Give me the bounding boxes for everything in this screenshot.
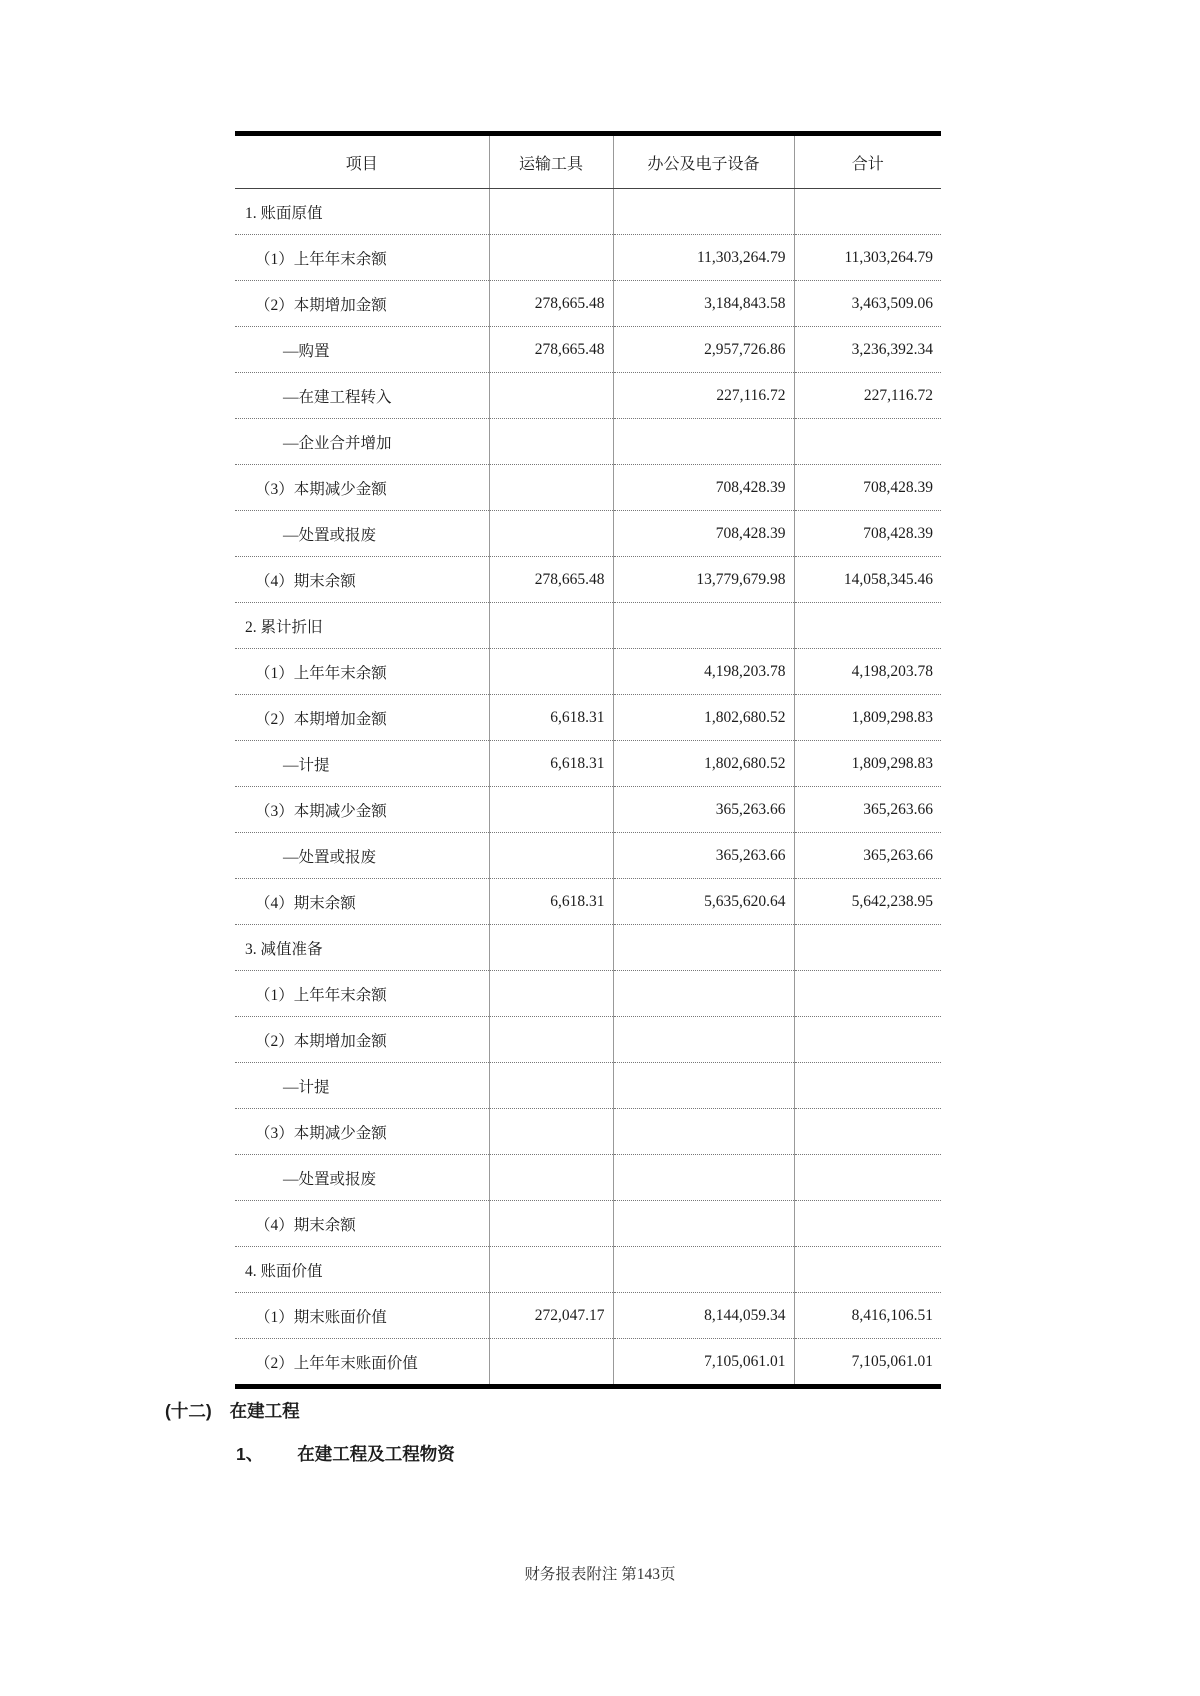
column-header: 运输工具 (489, 134, 613, 189)
row-label: （2）本期增加金额 (235, 1017, 489, 1063)
row-label: （2）本期增加金额 (235, 281, 489, 327)
table-row (235, 787, 941, 833)
value-cell: 278,665.48 (489, 557, 613, 603)
value-cell (489, 1247, 613, 1293)
value-cell: 11,303,264.79 (613, 235, 794, 281)
table-row (235, 189, 941, 235)
row-label: （4）期末余额 (235, 879, 489, 925)
section-number: (十二) (165, 1401, 212, 1421)
value-cell: 4,198,203.78 (613, 649, 794, 695)
value-cell: 7,105,061.01 (851, 1352, 933, 1370)
value-cell (613, 925, 794, 971)
value-cell: 14,058,345.46 (794, 557, 941, 603)
fixed-assets-table-body (235, 189, 941, 1387)
table-row (235, 695, 941, 741)
row-label: （1）上年年末余额 (235, 235, 489, 281)
value-cell: 1,802,680.52 (613, 695, 794, 741)
row-label: —处置或报废 (235, 511, 489, 557)
row-label: （3）本期减少金额 (235, 1109, 489, 1155)
value-cell (489, 971, 613, 1017)
column-header: 合计 (794, 134, 941, 189)
table-row (235, 419, 941, 465)
table-row (235, 1063, 941, 1109)
table-header-row (235, 134, 941, 189)
value-cell (794, 189, 941, 235)
row-label: （4）期末余额 (235, 1201, 489, 1247)
row-label: —处置或报废 (235, 833, 489, 879)
fixed-assets-table (235, 131, 941, 1389)
value-cell: 708,428.39 (613, 465, 794, 511)
value-cell: 4,198,203.78 (794, 649, 941, 695)
value-cell (489, 649, 613, 695)
table-row (235, 327, 941, 373)
row-label: （2）上年年末账面价值 (235, 1339, 489, 1387)
table-row (235, 281, 941, 327)
row-label: —在建工程转入 (235, 373, 489, 419)
table-row (235, 1017, 941, 1063)
value-cell (613, 189, 794, 235)
value-cell: 1,809,298.83 (794, 741, 941, 787)
value-cell: 11,303,264.79 (794, 235, 941, 281)
value-cell: 6,618.31 (489, 879, 613, 925)
value-cell: 8,416,106.51 (794, 1293, 941, 1339)
value-cell: 1,802,680.52 (613, 741, 794, 787)
value-cell (489, 1155, 613, 1201)
value-cell (613, 603, 794, 649)
table-row (235, 1201, 941, 1247)
page-footer: 财务报表附注 第143页 (524, 1566, 676, 1583)
value-cell (794, 1063, 941, 1109)
table-row (235, 1155, 941, 1201)
value-cell (613, 1201, 794, 1247)
value-cell: 272,047.17 (489, 1293, 613, 1339)
row-label: 2. 累计折旧 (235, 603, 489, 649)
table-row (235, 833, 941, 879)
table-row (235, 235, 941, 281)
value-cell (489, 235, 613, 281)
value-cell (489, 465, 613, 511)
value-cell: 2,957,726.86 (613, 327, 794, 373)
row-label: 1. 账面原值 (235, 189, 489, 235)
value-cell (613, 1109, 794, 1155)
table-row (235, 603, 941, 649)
fixed-assets-table-header (235, 134, 941, 189)
value-cell (794, 419, 941, 465)
subsection-title: 在建工程及工程物资 (297, 1444, 455, 1464)
table-row (235, 649, 941, 695)
value-cell (613, 1247, 794, 1293)
value-cell: 6,618.31 (489, 695, 613, 741)
row-label: —处置或报废 (235, 1155, 489, 1201)
value-cell (613, 1017, 794, 1063)
value-cell: 8,144,059.34 (613, 1293, 794, 1339)
value-cell: 5,635,620.64 (613, 879, 794, 925)
value-cell (489, 419, 613, 465)
value-cell (489, 787, 613, 833)
table-row (235, 925, 941, 971)
table-row (235, 879, 941, 925)
section-title: 在建工程 (229, 1401, 300, 1421)
value-cell: 227,116.72 (794, 373, 941, 419)
value-cell (613, 971, 794, 1017)
table-row (235, 971, 941, 1017)
value-cell (489, 1109, 613, 1155)
value-cell (794, 925, 941, 971)
table-row (235, 373, 941, 419)
row-label: 3. 减值准备 (235, 925, 489, 971)
value-cell (489, 1339, 613, 1387)
value-cell (489, 925, 613, 971)
value-cell (613, 419, 794, 465)
value-cell (613, 1155, 794, 1201)
value-cell (794, 971, 941, 1017)
value-cell: 365,263.66 (613, 787, 794, 833)
value-cell: 6,618.31 (489, 741, 613, 787)
table-row (235, 1109, 941, 1155)
value-cell (489, 189, 613, 235)
value-cell: 7,105,061.01 (613, 1339, 794, 1387)
value-cell: 227,116.72 (613, 373, 794, 419)
row-label: （1）上年年末余额 (235, 971, 489, 1017)
row-label: （2）本期增加金额 (235, 695, 489, 741)
value-cell: 3,236,392.34 (794, 327, 941, 373)
row-label: —计提 (235, 741, 489, 787)
value-cell (489, 1063, 613, 1109)
row-label: （3）本期减少金额 (235, 787, 489, 833)
column-header: 项目 (235, 134, 489, 189)
value-cell (613, 1063, 794, 1109)
value-cell (794, 1155, 941, 1201)
table-row (235, 511, 941, 557)
value-cell: 708,428.39 (794, 465, 941, 511)
table-row (235, 1247, 941, 1293)
value-cell (489, 603, 613, 649)
value-cell: 278,665.48 (489, 327, 613, 373)
table-row (235, 1293, 941, 1339)
row-label: —购置 (235, 327, 489, 373)
value-cell: 5,642,238.95 (794, 879, 941, 925)
row-label: （1）期末账面价值 (235, 1293, 489, 1339)
value-cell: 708,428.39 (613, 511, 794, 557)
table-row (235, 557, 941, 603)
value-cell: 13,779,679.98 (613, 557, 794, 603)
table-row (235, 1339, 941, 1387)
value-cell: 3,463,509.06 (794, 281, 941, 327)
value-cell (489, 833, 613, 879)
value-cell: 365,263.66 (794, 833, 941, 879)
table-row (235, 741, 941, 787)
subsection-number: 1、 (236, 1444, 264, 1464)
subsection-heading (236, 1441, 455, 1466)
row-label: （1）上年年末余额 (235, 649, 489, 695)
value-cell (794, 1247, 941, 1293)
value-cell: 708,428.39 (794, 511, 941, 557)
value-cell: 1,809,298.83 (794, 695, 941, 741)
value-cell (794, 1017, 941, 1063)
value-cell (489, 1201, 613, 1247)
value-cell (489, 373, 613, 419)
row-label: —计提 (235, 1063, 489, 1109)
row-label: 4. 账面价值 (235, 1247, 489, 1293)
value-cell (794, 603, 941, 649)
value-cell (489, 511, 613, 557)
value-cell: 365,263.66 (794, 787, 941, 833)
column-header: 办公及电子设备 (613, 134, 794, 189)
row-label: —企业合并增加 (235, 419, 489, 465)
value-cell (794, 1201, 941, 1247)
value-cell (489, 1017, 613, 1063)
row-label: （4）期末余额 (235, 557, 489, 603)
value-cell: 3,184,843.58 (613, 281, 794, 327)
value-cell (794, 1109, 941, 1155)
row-label: （3）本期减少金额 (235, 465, 489, 511)
section-heading (165, 1398, 300, 1423)
table-row (235, 465, 941, 511)
value-cell: 278,665.48 (489, 281, 613, 327)
value-cell: 365,263.66 (613, 833, 794, 879)
